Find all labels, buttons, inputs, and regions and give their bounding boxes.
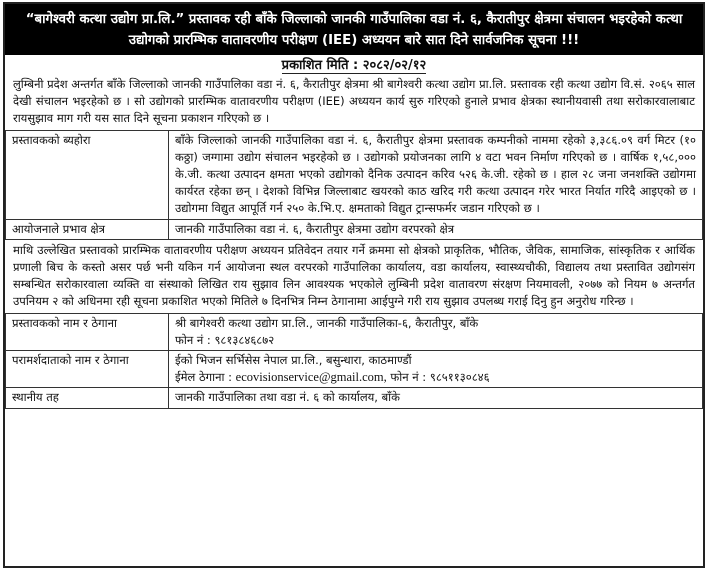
proponent-description-label: प्रस्तावकको ब्यहोरा [6, 130, 169, 219]
publication-date-text: प्रकाशित मिति : २०८२/०२/१२ [281, 58, 427, 73]
consultant-phone: फोन नं : ९८५११३०८४६ [390, 370, 490, 385]
table-row [6, 130, 703, 219]
impact-area-label: आयोजनाले प्रभाव क्षेत्र [6, 219, 169, 239]
proponent-phone: फोन नं : ९८१३८४६८७२ [175, 332, 275, 347]
notice-header [5, 4, 703, 55]
consultant-contact [175, 369, 696, 386]
table-row [6, 351, 703, 388]
project-info-table [5, 130, 703, 240]
email-address[interactable]: ecovisionservice@gmail.com, [235, 370, 387, 385]
publication-date [5, 58, 703, 74]
local-level-label: स्थानीय तह [6, 388, 169, 408]
proponent-value [169, 313, 703, 350]
local-level-value: जानकी गाउँपालिका तथा वडा नं. ६ को कार्यालय, बाँके [169, 388, 703, 408]
body-paragraph: माथि उल्लेखित प्रस्तावको प्रारम्भिक वातावरणीय परीक्षण अध्ययन प्रतिवेदन तयार गर्ने क्रममा सो क्षेत्रको प्राकृतिक, भौतिक, जैविक, सामाजिक, सांस्कृतिक र आर्थिक प्रणाली बिच के कस्तो असर पर्छ भनी यकिन गर्न आयोजना स्थल वरपरको गाउँपालिका कार्यालय, वडा कार्यालय, स्वास्थ्यचौकी, विद्यालय तथा प्रस्तावित उद्योगसंग सम्बन्धित सरोकारवाला व्यक्ति वा संस्थाको लिखित राय सुझाव लिन आवश्यक भएकोले लुम्बिनी प्रदेश वातावरण संरक्षण नियमावली, २०७७ को नियम ७ अन्तर्गत उपनियम २ को अधिनमा रही सूचना प्रकाशित भएको मितिले ७ दिनभित्र निम्न ठेगानामा आईपुग्ने गरी राय सुझाव उपलब्ध गराई दिनु हुन अनुरोध गरिन्छ । [13, 242, 695, 309]
consultant-address: ईको भिजन सर्भिसेस नेपाल प्रा.लि., बसुन्धारा, काठमाण्डौं [175, 353, 412, 368]
proponent-address: श्री बागेश्वरी कत्था उद्योग प्रा.लि., जानकी गाउँपालिका-६, कैरातीपुर, बाँके [175, 315, 479, 330]
email-label: ईमेल ठेगाना : [175, 370, 233, 385]
intro-paragraph: लुम्बिनी प्रदेश अन्तर्गत बाँके जिल्लाको जानकी गाउँपालिका वडा नं. ६, कैरातीपुर क्षेत्रमा श्री बागेश्वरी कत्था उद्योग प्रा.लि. प्रस्तावक रही कत्था उद्योग वि.सं. २०६५ साल देखी संचालन भइरहेको छ । सो उद्योगको प्रारम्भिक वातावरणीय परीक्षण (IEE) अध्ययन कार्य सुरु गरिएको हुनाले प्रभाव क्षेत्रका स्थानीयवासी तथा सरोकारवालाबाट रायसुझाव माग गरी यस सात दिने सूचना प्रकाशन गरिएको छ । [13, 77, 695, 126]
table-row [6, 219, 703, 239]
public-notice [3, 2, 705, 568]
table-row [6, 388, 703, 408]
proponent-description-value: बाँके जिल्लाको जानकी गाउँपालिका वडा नं. ६, कैरातीपुर क्षेत्रमा प्रस्तावक कम्पनीको नाममा रहेको ३,३८६.०९ वर्ग मिटर (१० कठ्ठा) जग्गामा उद्योग संचालन भइरहेको छ । उद्योगको प्रयोजनका लागि ४ वटा भवन निर्माण गरिएको छ । वार्षिक १,५८,००० के.जी. कत्था उत्पादन क्षमता भएको उद्योगको दैनिक उत्पादन करिव ५२६ के.जी. रहेको छ । हाल २८ जना जनशक्ति उद्योगमा कार्यरत रहेका छन् । देशको विभिन्न जिल्लाबाट खयरको काठ खरिद गरी कत्था उत्पादन गरेर भारत निर्यात गरिदै आइएको छ । उद्योगमा विद्युत आपूर्ति गर्न २५० के.भि.ए. क्षमताको विद्युत ट्रान्सफर्मर जडान गरिएको छ । [169, 130, 703, 219]
proponent-label: प्रस्तावकको नाम र ठेगाना [6, 313, 169, 350]
consultant-label: परामर्शदाताको नाम र ठेगाना [6, 351, 169, 388]
notice-title: “बागेश्वरी कत्था उद्योग प्रा.लि.” प्रस्तावक रही बाँके जिल्लाको जानकी गाउँपालिका वडा नं. ६, कैरातीपुर क्षेत्रमा संचालन भइरहेको कत्था उद्योगको प्रारम्भिक वातावरणीय परीक्षण (IEE) अध्ययन बारे सात दिने सार्वजनिक सूचना !!! [25, 12, 683, 48]
impact-area-value: जानकी गाउँपालिका वडा नं. ६, कैरातीपुर क्षेत्रमा उद्योग वरपरको क्षेत्र [169, 219, 703, 239]
contact-table [5, 313, 703, 409]
table-row [6, 313, 703, 350]
consultant-value [169, 351, 703, 388]
